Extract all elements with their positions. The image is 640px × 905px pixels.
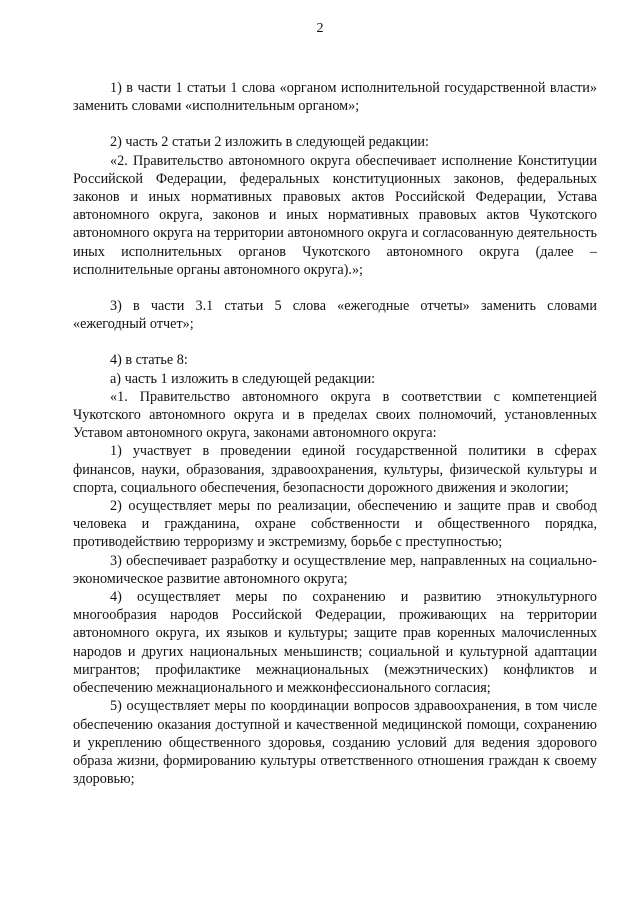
paragraph-amendment-4: 4) в статье 8:	[110, 352, 188, 369]
document-body	[73, 79, 597, 788]
paragraph-list-item-4: 4) осуществляет меры по сохранению и развитию этнокультурного многообразия народов Российской Федерации, проживающих на территории автономного округа, их языков и культуры; защите прав коренных малочисленных народов и других национальных меньшинств; социальной и культурной адаптации мигрантов; профилактике межнациональных (межэтнических) конфликтов и обеспечению межнационального и межконфессионального согласия;	[73, 589, 597, 697]
paragraph-article-2-text: «2. Правительство автономного округа обеспечивает исполнение Конституции Российской Федерации, федеральных конституционных законов, федеральных законов и иных нормативных правовых актов Российской Федерации, Устава автономного округа, законов и иных нормативных правовых актов Чукотского автономного округа на территории автономного округа и согласованную деятельность иных исполнительных органов Чукотского автономного округа (далее – исполнительные органы автономного округа).»;	[73, 152, 597, 278]
paragraph-list-item-3: 3) обеспечивает разработку и осуществление мер, направленных на социально-экономическое развитие автономного округа;	[73, 552, 597, 587]
paragraph-amendment-3: 3) в части 3.1 статьи 5 слова «ежегодные отчеты» заменить словами «ежегодный отчет»;	[73, 298, 597, 333]
paragraph-subitem-a: а) часть 1 изложить в следующей редакции:	[110, 370, 376, 387]
paragraph-amendment-2: 2) часть 2 статьи 2 изложить в следующей редакции:	[110, 134, 429, 151]
paragraph-amendment-1: 1) в части 1 статьи 1 слова «органом исполнительной государственной власти» заменить словами «исполнительным органом»;	[73, 80, 597, 115]
paragraph-list-item-5: 5) осуществляет меры по координации вопросов здравоохранения, в том числе обеспечению оказания доступной и качественной медицинской помощи, сохранению и укреплению общественного здоровья, созданию условий для ведения здорового образа жизни, формированию культуры ответственного отношения граждан к своему здоровью;	[73, 698, 597, 788]
paragraph-article-8-part-1: «1. Правительство автономного округа в соответствии с компетенцией Чукотского автономного округа и в пределах своих полномочий, установленных Уставом автономного округа, законами автономного округа:	[73, 388, 597, 442]
paragraph-list-item-2: 2) осуществляет меры по реализации, обеспечению и защите прав и свобод человека и гражданина, охране собственности и общественного порядка, противодействию терроризму и экстремизму, борьбе с преступностью;	[73, 498, 597, 551]
paragraph-list-item-1: 1) участвует в проведении единой государственной политики в сферах финансов, науки, образования, здравоохранения, культуры, физической культуры и спорта, социального обеспечения, безопасности дорожного движения и экологии;	[73, 443, 597, 496]
page-number: 2	[316, 21, 324, 36]
